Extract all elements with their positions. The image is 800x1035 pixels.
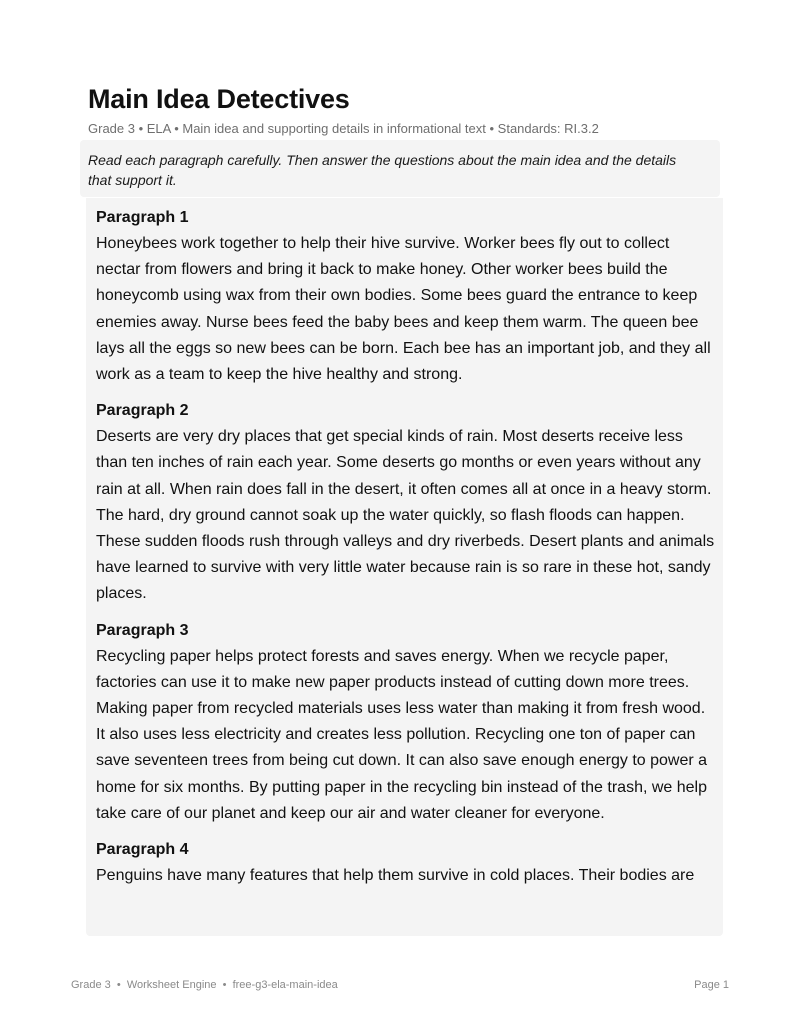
paragraph-3 [96, 620, 716, 827]
paragraph-title: Paragraph 2 [96, 402, 189, 420]
paragraph-text: Penguins have many features that help them survive in cold places. Their bodies are [96, 867, 695, 885]
paragraph-title: Paragraph 1 [96, 209, 189, 226]
paragraph-title: Paragraph 4 [96, 841, 189, 859]
paragraph-text: Recycling paper helps protect forests and saves energy. When we recycle paper, factories can use it to make new paper products instead of cutting down more trees. Making paper from recycled materials uses less water than making it from fresh wood. It also uses less electricity and creates less pollution. Recycling one ton of paper can save seventeen trees from being cut down. It can also save enough energy to power a home for six months. By putting paper in the recycling bin instead of the trash, we help take care of our planet and keep our air and water cleaner for everyone. [96, 647, 708, 822]
worksheet-title: Main Idea Detectives [88, 84, 350, 114]
paragraph-text: Deserts are very dry places that get special kinds of rain. Most deserts receive less than ten inches of rain each year. Some deserts go months or even years without any rain at all. When rain does fall in the desert, it often comes all at once in a heavy storm. The hard, dry ground cannot soak up the water quickly, so flash floods can happen. These sudden floods rush through valleys and dry riverbeds. Desert plants and animals have learned to survive with very little water because rain is so rare in these hot, sandy places. [96, 428, 715, 603]
instructions-box: Read each paragraph carefully. Then answer the questions about the main idea and the details that support it. [80, 140, 720, 197]
paragraph-4 [96, 839, 716, 889]
paragraph-1 [96, 207, 716, 388]
passage-box [86, 198, 723, 936]
paragraph-2 [96, 400, 716, 607]
passage-content [96, 207, 716, 901]
paragraph-text: Honeybees work together to help their hive survive. Worker bees fly out to collect nectar from flowers and bring it back to make honey. Other worker bees build the honeycomb using wax from their own bodies. Some bees guard the entrance to keep enemies away. Nurse bees feed the baby bees and keep them warm. The queen bee lays all the eggs so new bees can be born. Each bee has an important job, and they all work as a team to keep the hive healthy and strong. [96, 235, 711, 384]
footer-info: Grade 3 • Worksheet Engine • free-g3-ela-main-idea [71, 979, 338, 991]
page-number: Page 1 [694, 979, 729, 991]
worksheet-meta: Grade 3 • ELA • Main idea and supporting details in informational text • Standards: RI.3.2 [88, 121, 599, 136]
paragraph-title: Paragraph 3 [96, 621, 189, 639]
